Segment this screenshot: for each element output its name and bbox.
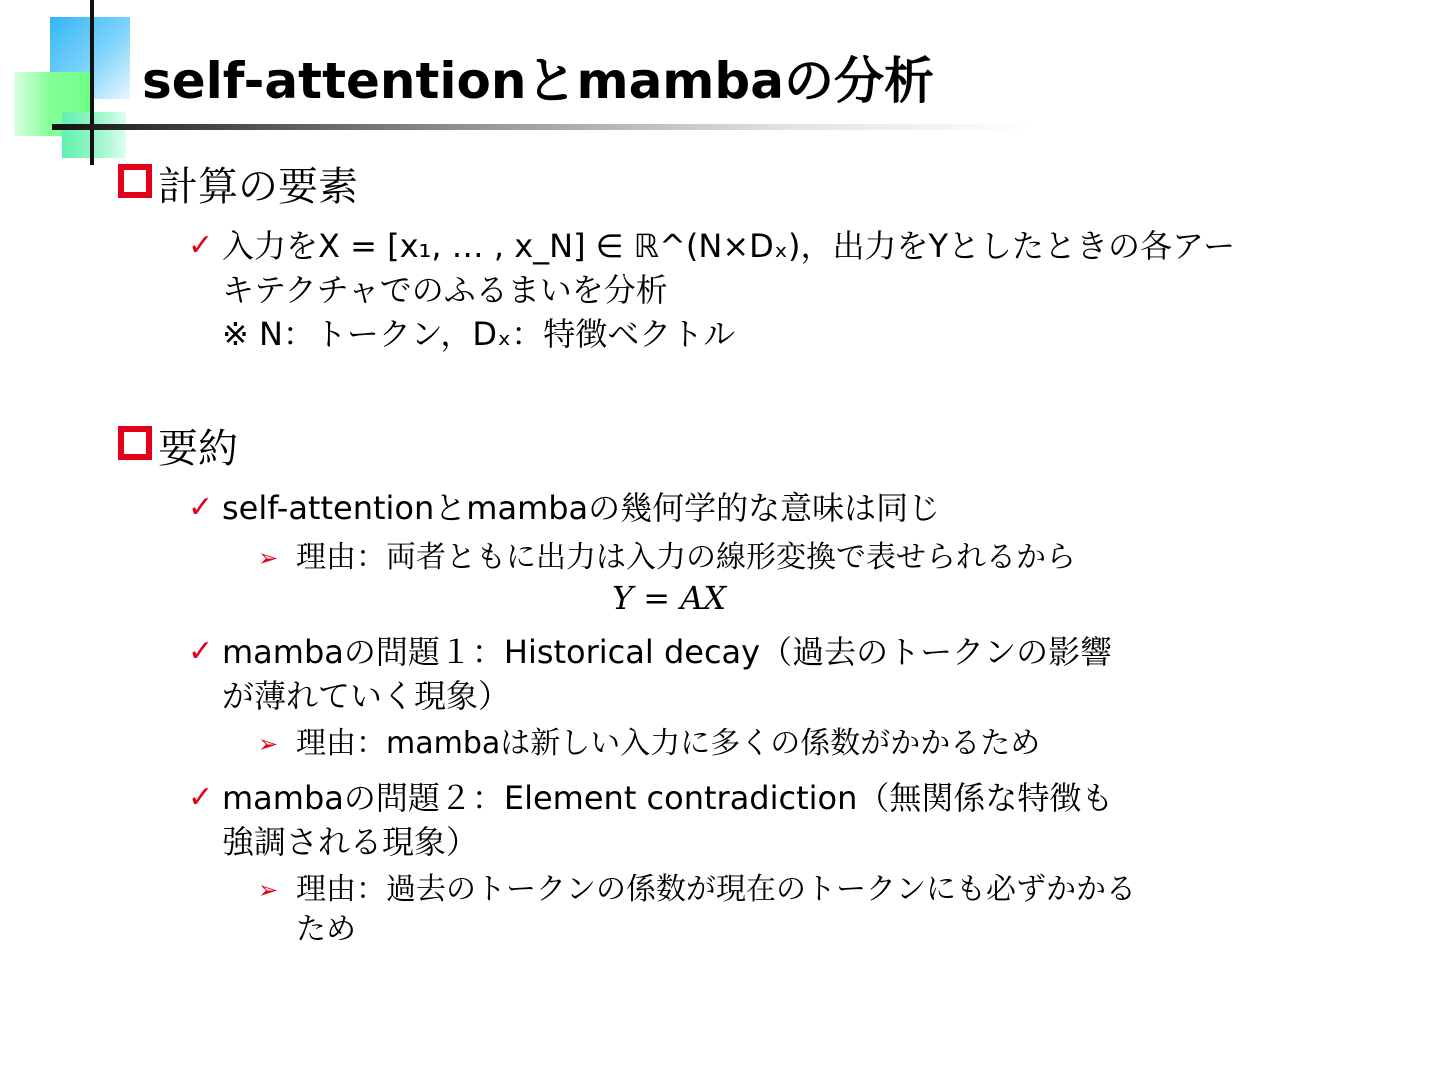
bullet-item-text: 入力をX = [x₁, … , x_N] ∈ ℝ^(N×Dₓ)，出力をYとしたときの各アー キテクチャでのふるまいを分析 ※ N：トークン，Dₓ：特徴ベクトル [222,227,1236,353]
arrowhead-icon: ➢ [258,544,279,572]
section-heading-label: 計算の要素 [158,164,358,210]
hollow-square-icon [118,164,152,198]
section-heading-label: 要約 [158,426,238,472]
sub-item-text: 理由：両者ともに出力は入力の線形変換で表せられるから [296,540,1076,575]
checkmark-icon: ✓ [188,780,214,815]
sub-item-reason-contradiction [258,870,1318,950]
sub-item-reason-decay [258,724,1318,764]
decor-vertical-line [90,0,94,165]
bullet-item-geometry [188,486,1348,530]
sub-item-reason-linear [258,538,1318,578]
bullet-item-historical-decay [188,630,1348,718]
checkmark-icon: ✓ [188,490,214,525]
hollow-square-icon [118,426,152,460]
bullet-item-element-contradiction [188,776,1348,864]
bullet-item-text: mambaの問題２：Element contradiction（無関係な特徴も 強調される現象） [222,779,1114,861]
checkmark-icon: ✓ [188,228,214,263]
decor-teal-square [62,112,126,158]
bullet-item-text: self-attentionとmambaの幾何学的な意味は同じ [222,489,941,527]
sub-item-text: 理由：mambaは新しい入力に多くの係数がかかるため [296,726,1041,761]
sub-item-text: 理由：過去のトークンの係数が現在のトークンにも必ずかかる ため [296,872,1136,947]
formula-y-ax: Y = AX [612,579,727,617]
section-heading-calc [118,162,358,212]
arrowhead-icon: ➢ [258,876,279,904]
bullet-item-input [188,224,1348,356]
arrowhead-icon: ➢ [258,730,279,758]
title-underline [52,124,1032,130]
slide-title: self-attentionとmambaの分析 [142,52,934,110]
section-heading-summary [118,424,238,474]
bullet-item-text: mambaの問題１：Historical decay（過去のトークンの影響 が薄れていく現象） [222,633,1113,715]
checkmark-icon: ✓ [188,634,214,669]
